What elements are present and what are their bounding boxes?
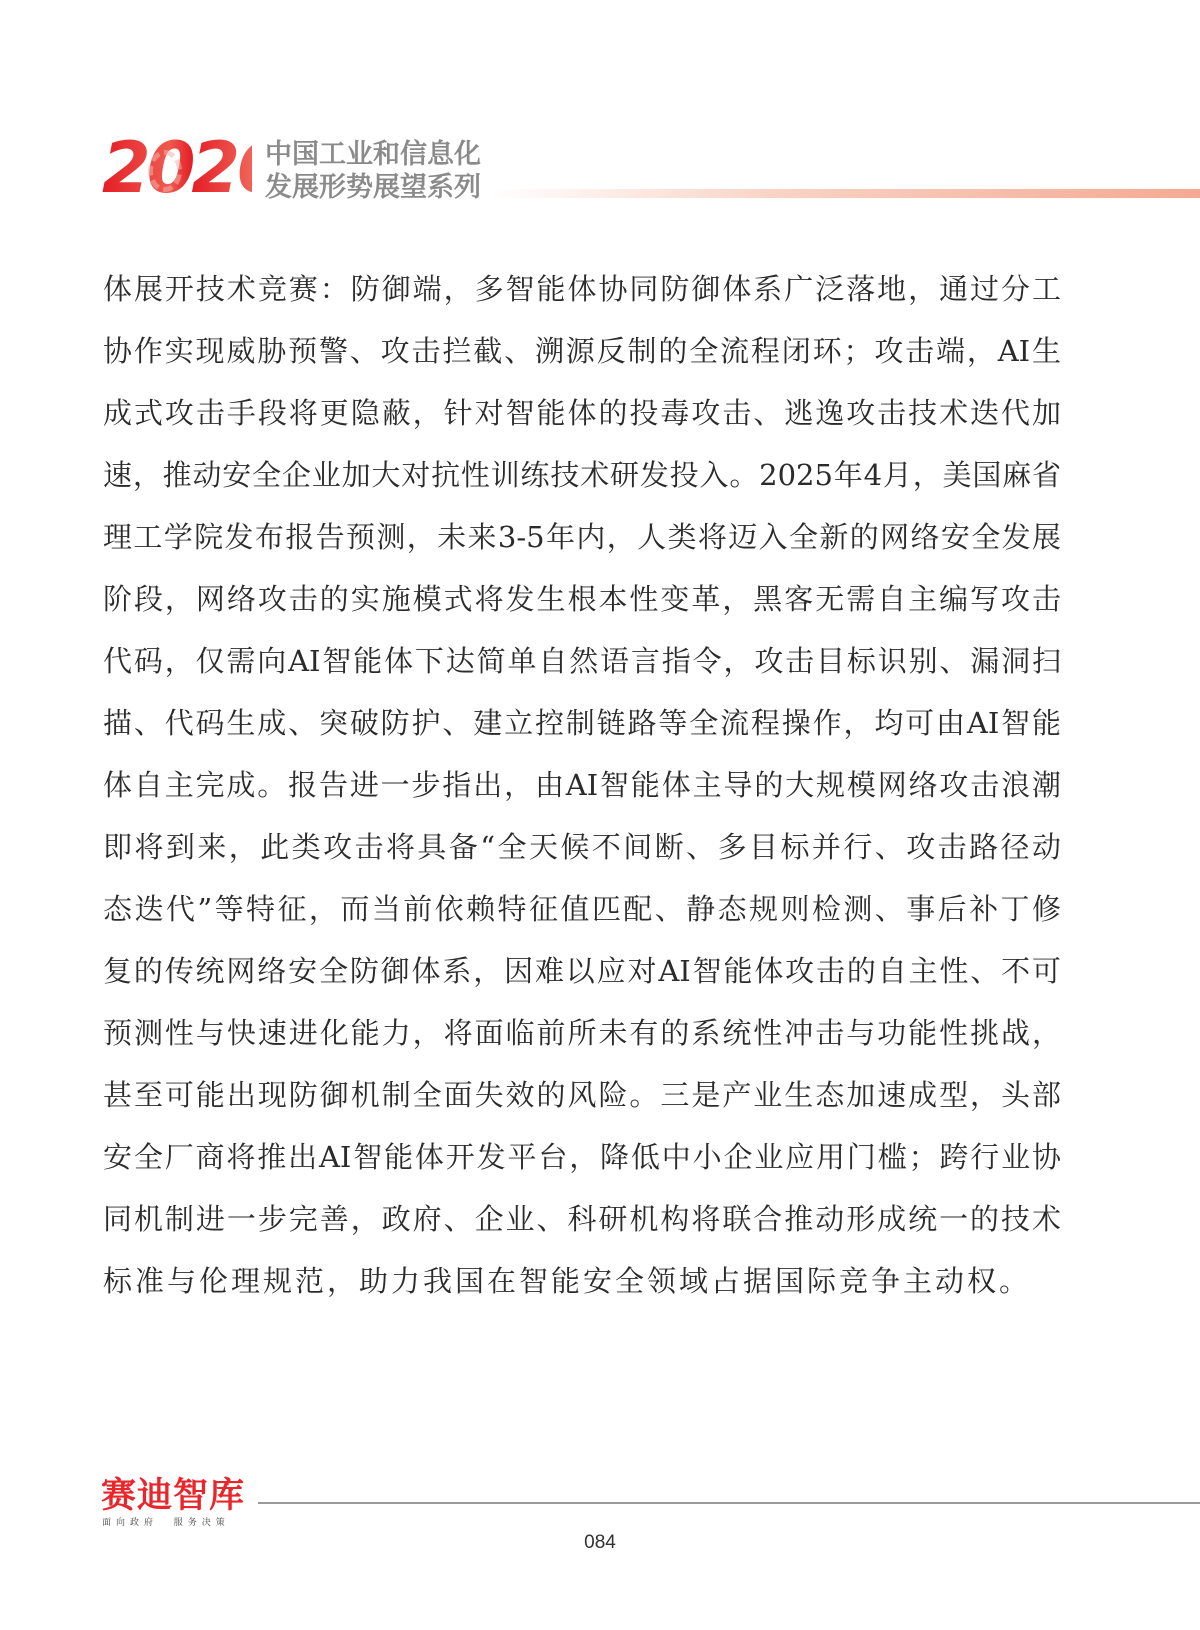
text-line: 描、代码生成、突破防护、建立控制链路等全流程操作，均可由AI智能 (103, 706, 1061, 740)
body-text (103, 258, 1063, 1312)
text-line: 态迭代”等特征，而当前依赖特征值匹配、静态规则检测、事后补丁修 (103, 892, 1061, 926)
text-line: 体展开技术竞赛：防御端，多智能体协同防御体系广泛落地，通过分工 (103, 272, 1061, 306)
gear-icon (148, 150, 182, 192)
text-line: 即将到来，此类攻击将具备“全天候不间断、多目标并行、攻击路径动 (103, 830, 1061, 864)
text-line: 同机制进一步完善，政府、企业、科研机构将联合推动形成统一的技术 (103, 1202, 1061, 1236)
footer-slogan: 面向政府 服务决策 (102, 1518, 230, 1528)
text-line: 甚至可能出现防御机制全面失效的风险。三是产业生态加速成型，头部 (103, 1078, 1061, 1112)
page-header (0, 0, 1200, 220)
footer-divider (258, 1502, 1200, 1504)
text-line: 阶段，网络攻击的实施模式将发生根本性变革，黑客无需自主编写攻击 (103, 582, 1061, 616)
logo-2026: 2026 (102, 127, 281, 209)
text-line: 理工学院发布报告预测，未来3-5年内，人类将迈入全新的网络安全发展 (103, 520, 1061, 554)
series-title (265, 138, 481, 204)
text-line: 标准与伦理规范，助力我国在智能安全领域占据国际竞争主动权。 (103, 1264, 1032, 1298)
series-title-line-2: 发展形势展望系列 (265, 172, 481, 203)
text-line: 速，推动安全企业加大对抗性训练技术研发投入。2025年4月，美国麻省 (103, 458, 1061, 492)
text-line: 代码，仅需向AI智能体下达简单自然语言指令，攻击目标识别、漏洞扫 (103, 644, 1061, 678)
text-line: 成式攻击手段将更隐蔽，针对智能体的投毒攻击、逃逸攻击技术迭代加 (103, 396, 1061, 430)
text-line: 体自主完成。报告进一步指出，由AI智能体主导的大规模网络攻击浪潮 (103, 768, 1061, 802)
text-line: 安全厂商将推出AI智能体开发平台，降低中小企业应用门槛；跨行业协 (103, 1140, 1061, 1174)
series-title-line-1: 中国工业和信息化 (265, 139, 481, 170)
page-number: 084 (584, 1532, 616, 1553)
text-line: 复的传统网络安全防御体系，因难以应对AI智能体攻击的自主性、不可 (103, 954, 1061, 988)
text-line: 预测性与快速进化能力，将面临前所未有的系统性冲击与功能性挑战， (103, 1016, 1061, 1050)
header-gradient-bar (490, 189, 1200, 198)
text-line: 协作实现威胁预警、攻击拦截、溯源反制的全流程闭环；攻击端，AI生 (103, 334, 1061, 368)
footer-brand-logo: 赛迪智库 (101, 1476, 246, 1516)
